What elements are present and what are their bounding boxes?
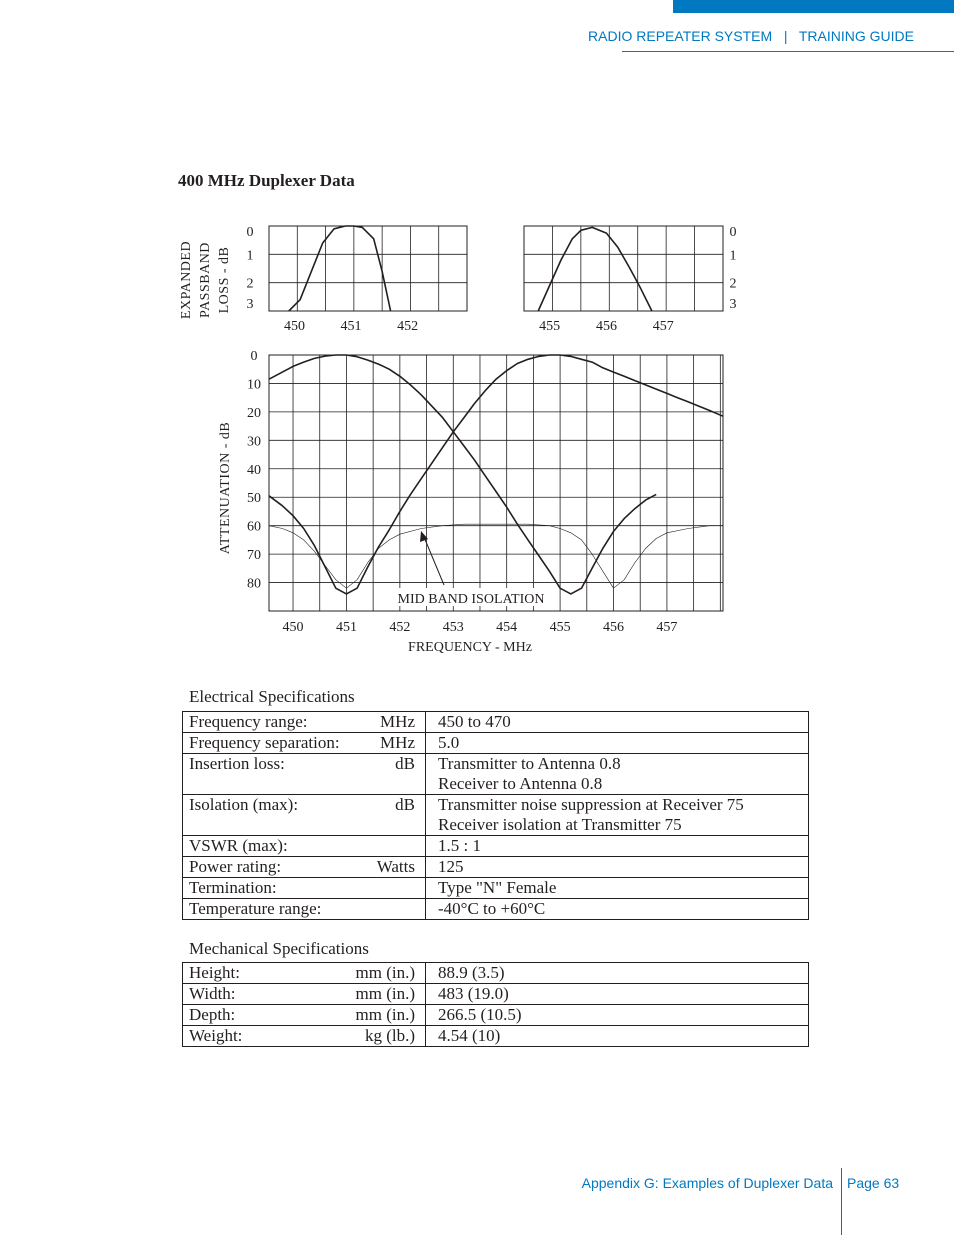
y-tick-label: 2 xyxy=(246,276,254,292)
mechanical-spec-table xyxy=(182,962,809,1047)
spec-value: Type "N" Female xyxy=(438,878,557,897)
x-tick-label: 456 xyxy=(595,319,617,334)
spec-row xyxy=(183,1005,809,1026)
x-tick-label: 457 xyxy=(656,620,678,635)
spec-value: 4.54 (10) xyxy=(438,1026,501,1045)
x-tick-label: 451 xyxy=(335,620,357,635)
x-tick-label: 455 xyxy=(549,620,571,635)
spec-row xyxy=(183,899,809,920)
y-tick-label: 0 xyxy=(250,349,258,364)
y-axis-label: PASSBAND xyxy=(198,242,213,318)
plot-frame xyxy=(524,226,723,311)
spec-unit: mm (in.) xyxy=(355,1005,415,1024)
spec-label: Isolation (max): xyxy=(189,795,299,814)
spec-unit: MHz xyxy=(380,712,415,731)
x-tick-label: 450 xyxy=(282,620,304,635)
page-title: 400 MHz Duplexer Data xyxy=(178,171,355,190)
spec-value: 266.5 (10.5) xyxy=(438,1005,522,1024)
x-axis-label: FREQUENCY - MHz xyxy=(408,640,532,655)
spec-value: 88.9 (3.5) xyxy=(438,963,505,982)
x-tick-label: 450 xyxy=(283,319,305,334)
x-tick-label: 455 xyxy=(539,319,561,334)
x-tick-label: 457 xyxy=(652,319,674,334)
spec-row xyxy=(183,857,809,878)
spec-row xyxy=(183,795,809,836)
y-tick-label: 10 xyxy=(247,377,261,393)
mechanical-heading: Mechanical Specifications xyxy=(189,939,369,958)
plot-frame xyxy=(269,355,723,611)
series-line xyxy=(269,355,723,594)
spec-label: Frequency range: xyxy=(189,712,308,731)
footer-section: Appendix G: Examples of Duplexer Data xyxy=(581,1175,833,1191)
spec-row xyxy=(183,878,809,899)
spec-value: -40°C to +60°C xyxy=(438,899,546,918)
spec-unit: mm (in.) xyxy=(355,963,415,982)
spec-unit: Watts xyxy=(376,857,415,876)
spec-row xyxy=(183,754,809,795)
series-line xyxy=(538,227,652,311)
spec-label: Power rating: xyxy=(189,857,282,876)
y-axis-label: ATTENUATION - dB xyxy=(218,421,233,555)
spec-unit: mm (in.) xyxy=(355,984,415,1003)
passband-panel-left xyxy=(179,225,467,334)
y-tick-label: 1 xyxy=(729,248,737,264)
spec-label: Temperature range: xyxy=(189,899,322,918)
spec-label: Frequency separation: xyxy=(189,733,340,752)
spec-label: Height: xyxy=(189,963,240,982)
y-tick-label: 30 xyxy=(247,434,261,450)
footer-page-number: Page 63 xyxy=(847,1175,900,1191)
x-tick-label: 452 xyxy=(397,319,419,334)
spec-unit: dB xyxy=(395,754,415,773)
y-tick-label: 80 xyxy=(247,576,261,592)
y-tick-label: 50 xyxy=(247,491,261,507)
spec-value: Receiver to Antenna 0.8 xyxy=(438,774,603,793)
y-tick-label: 1 xyxy=(246,248,254,264)
spec-unit: kg (lb.) xyxy=(364,1026,415,1045)
series-line xyxy=(269,524,723,588)
spec-label: Insertion loss: xyxy=(189,754,285,773)
x-tick-label: 456 xyxy=(603,620,625,635)
y-tick-label: 20 xyxy=(247,405,261,421)
spec-value: Receiver isolation at Transmitter 75 xyxy=(438,815,682,834)
spec-value: 450 to 470 xyxy=(438,712,511,731)
spec-label: Depth: xyxy=(189,1005,236,1024)
series-line xyxy=(289,226,391,311)
plot-frame xyxy=(269,226,467,311)
annotation-label: MID BAND ISOLATION xyxy=(397,592,545,607)
y-tick-label: 40 xyxy=(247,462,261,478)
y-tick-label: 3 xyxy=(246,297,254,312)
spec-label: Termination: xyxy=(189,878,277,897)
spec-label: Weight: xyxy=(189,1026,243,1045)
spec-value: 1.5 : 1 xyxy=(438,836,481,855)
y-tick-label: 70 xyxy=(247,548,261,564)
passband-panel-right xyxy=(524,225,737,334)
footer-rule xyxy=(841,1168,842,1235)
spec-row xyxy=(183,836,809,857)
spec-value: 5.0 xyxy=(438,733,460,752)
x-tick-label: 452 xyxy=(389,620,411,635)
y-tick-label: 0 xyxy=(729,225,737,240)
y-tick-label: 60 xyxy=(247,519,261,535)
spec-value: 125 xyxy=(438,857,464,876)
x-tick-label: 451 xyxy=(340,319,362,334)
attenuation-panel xyxy=(218,349,723,655)
series-line xyxy=(269,355,656,594)
spec-row xyxy=(183,1026,809,1047)
spec-value: Transmitter to Antenna 0.8 xyxy=(438,754,621,773)
spec-value: 483 (19.0) xyxy=(438,984,509,1003)
x-tick-label: 454 xyxy=(496,620,518,635)
electrical-spec-table xyxy=(182,711,809,920)
spec-row xyxy=(183,733,809,754)
running-header: RADIO REPEATER SYSTEM | TRAINING GUIDE xyxy=(588,28,914,44)
spec-row xyxy=(183,963,809,984)
y-tick-label: 2 xyxy=(729,276,737,292)
spec-value: Transmitter noise suppression at Receiver 75 xyxy=(438,795,744,814)
spec-label: VSWR (max): xyxy=(189,836,288,855)
spec-unit: dB xyxy=(395,795,415,814)
spec-label: Width: xyxy=(189,984,236,1003)
y-tick-label: 0 xyxy=(246,225,254,240)
electrical-heading: Electrical Specifications xyxy=(189,687,355,706)
spec-unit: MHz xyxy=(380,733,415,752)
x-tick-label: 453 xyxy=(442,620,464,635)
spec-row xyxy=(183,712,809,733)
y-axis-label: LOSS - dB xyxy=(217,246,232,314)
y-axis-label: EXPANDED xyxy=(179,240,194,320)
spec-row xyxy=(183,984,809,1005)
annotation-arrow xyxy=(424,537,444,585)
y-tick-label: 3 xyxy=(729,297,737,312)
